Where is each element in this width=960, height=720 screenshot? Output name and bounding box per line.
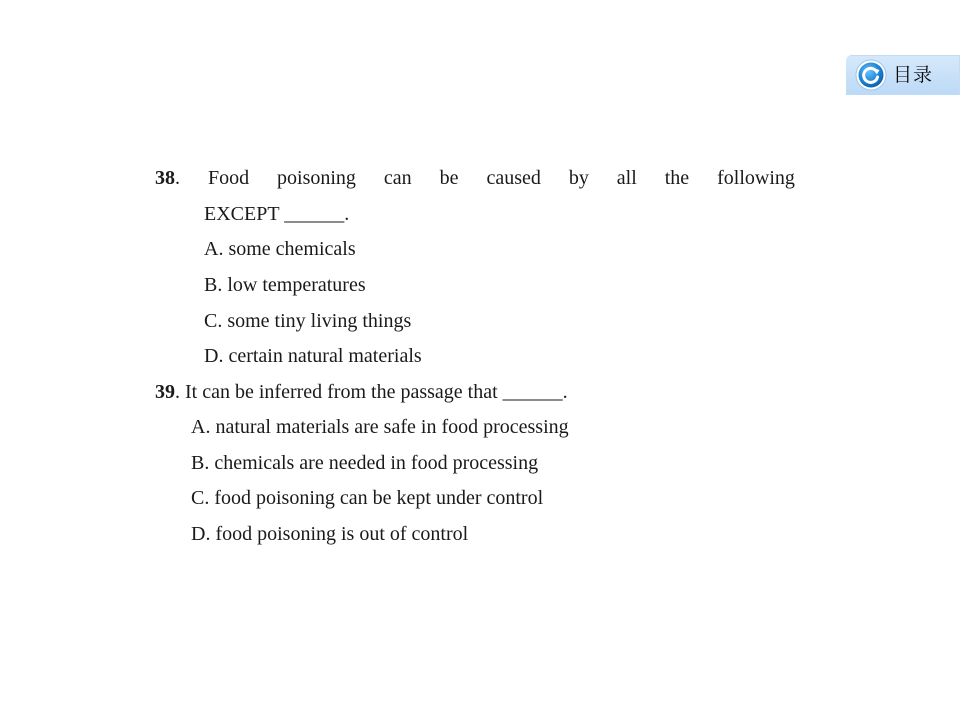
stem-word: be xyxy=(439,167,459,189)
question-39-option-d: D. food poisoning is out of control xyxy=(191,523,469,545)
question-39-stem xyxy=(155,380,568,404)
question-38-option-d: D. certain natural materials xyxy=(204,345,422,367)
toc-button[interactable] xyxy=(846,55,960,95)
stem-word: can xyxy=(383,167,412,189)
question-39-number: 39 xyxy=(155,381,175,403)
stem-word: Food xyxy=(207,167,250,189)
stem-word: the xyxy=(664,167,690,189)
question-39-option-c: C. food poisoning can be kept under control xyxy=(191,487,544,509)
question-38-stem: 38. Food poisoning can be caused by all the following xyxy=(155,167,795,189)
question-38-number: 38 xyxy=(155,167,175,189)
toc-label: 目录 xyxy=(893,64,934,86)
stem-word: caused xyxy=(486,167,541,189)
question-38-stem-continuation: EXCEPT ______. xyxy=(204,203,350,225)
question-38-option-c: C. some tiny living things xyxy=(204,310,412,332)
stem-word: all xyxy=(616,167,637,189)
refresh-circle-icon xyxy=(855,59,887,91)
question-39-option-b: B. chemicals are needed in food processing xyxy=(191,452,539,474)
question-38-option-b: B. low temperatures xyxy=(204,274,366,296)
stem-word: by xyxy=(568,167,589,189)
question-39-option-a: A. natural materials are safe in food processing xyxy=(191,416,569,438)
stem-word: poisoning xyxy=(277,167,356,189)
question-38-option-a: A. some chemicals xyxy=(204,238,356,260)
question-39-stem-text: . It can be inferred from the passage that ______. xyxy=(175,381,568,403)
stem-word: following xyxy=(717,167,795,189)
